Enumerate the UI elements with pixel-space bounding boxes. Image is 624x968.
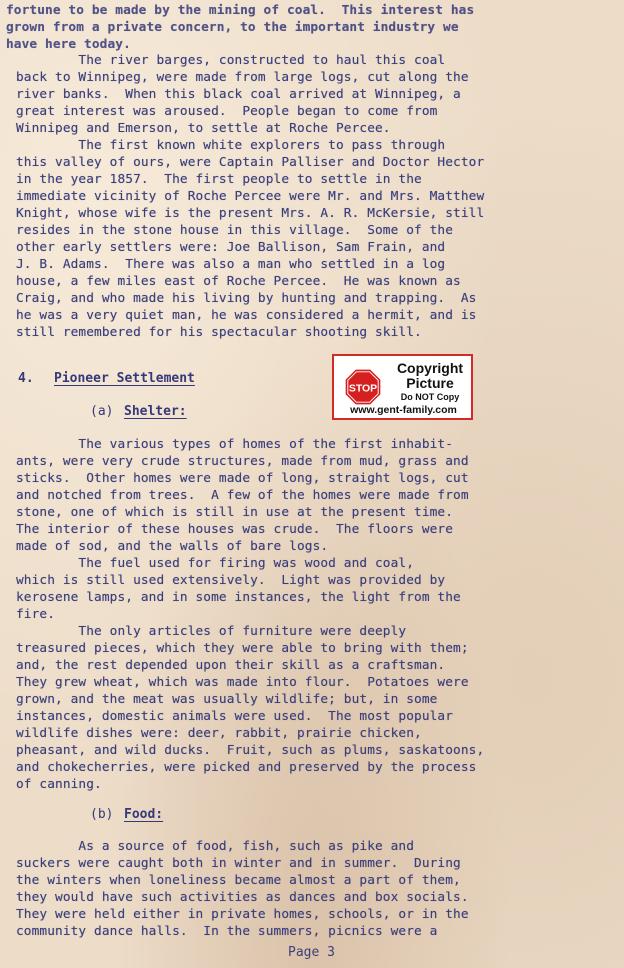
shelter-line-14: and, the rest depended upon their skill as a craftsman. <box>16 658 446 673</box>
watermark-url: www.gent-family.com <box>350 404 457 416</box>
shelter-line-21: of canning. <box>16 777 102 792</box>
watermark-copyright-label: Copyright <box>396 360 464 376</box>
shelter-line-12: The only articles of furniture were deeply <box>16 624 407 639</box>
shelter-line-15: They grew wheat, which was made into flour. Potatoes were <box>16 675 469 690</box>
shelter-line-11: fire. <box>16 607 56 622</box>
shelter-line-6: The interior of these houses was crude. The floors were <box>16 522 454 537</box>
shelter-title: Shelter: <box>124 404 187 419</box>
shelter-line-7: made of sod, and the walls of bare logs. <box>16 539 329 554</box>
watermark-do-not-copy: Do NOT Copy <box>400 392 460 402</box>
stop-sign-icon <box>344 368 382 406</box>
shelter-line-9: which is still used extensively. Light was provided by <box>16 573 446 588</box>
body-line-1: The river barges, constructed to haul this coal <box>16 53 446 68</box>
body-line-14: house, a few miles east of Roche Percee. He was known as <box>16 274 461 289</box>
shelter-line-5: stone, one of which is still in use at the present time. <box>16 505 454 520</box>
shelter-line-17: instances, domestic animals were used. The most popular <box>16 709 454 724</box>
shelter-line-2: ants, were very crude structures, made from mud, grass and <box>16 454 469 469</box>
intro-line-3: have here today. <box>6 37 131 52</box>
shelter-line-16: grown, and the meat was usually wildlife; but, in some <box>16 692 438 707</box>
shelter-line-20: and chokecherries, were picked and preserved by the process <box>16 760 477 775</box>
food-title: Food: <box>124 807 164 822</box>
body-line-11: resides in the stone house in this village. Some of the <box>16 223 454 238</box>
intro-line-1: fortune to be made by the mining of coal. This interest has <box>6 3 475 18</box>
body-line-5: Winnipeg and Emerson, to settle at Roche Percee. <box>16 121 391 136</box>
body-line-3: river banks. When this black coal arrived at Winnipeg, a <box>16 87 461 102</box>
shelter-label: (a) <box>90 404 114 419</box>
section-title: Pioneer Settlement <box>54 371 195 386</box>
food-line-3: the winters when loneliness became almost a part of them, <box>16 873 461 888</box>
food-label: (b) <box>90 807 114 822</box>
food-line-1: As a source of food, fish, such as pike and <box>16 839 415 854</box>
section-number: 4. <box>18 371 34 386</box>
body-line-9: immediate vicinity of Roche Percee were Mr. and Mrs. Matthew <box>16 189 485 204</box>
body-line-16: he was a very quiet man, he was considered a hermit, and is <box>16 308 477 323</box>
food-line-5: They were held either in private homes, schools, or in the <box>16 907 469 922</box>
body-line-17: still remembered for his spectacular shooting skill. <box>16 325 422 340</box>
body-line-7: this valley of ours, were Captain Palliser and Doctor Hector <box>16 155 485 170</box>
shelter-line-4: and notched from trees. A few of the homes were made from <box>16 488 469 503</box>
stop-sign-text: STOP <box>348 383 378 395</box>
body-line-8: in the year 1857. The first people to settle in the <box>16 172 422 187</box>
shelter-line-1: The various types of homes of the first inhabit- <box>16 437 454 452</box>
body-line-2: back to Winnipeg, were made from large logs, cut along the <box>16 70 469 85</box>
body-line-6: The first known white explorers to pass through <box>16 138 446 153</box>
food-line-4: they would have such activities as dances and box socials. <box>16 890 469 905</box>
intro-line-2: grown from a private concern, to the important industry we <box>6 20 459 35</box>
body-line-15: Craig, and who made his living by hunting and trapping. As <box>16 291 477 306</box>
body-line-12: other early settlers were: Joe Ballison, Sam Frain, and <box>16 240 446 255</box>
shelter-line-19: pheasant, and wild ducks. Fruit, such as plums, saskatoons, <box>16 743 485 758</box>
body-line-4: great interest was aroused. People began to come from <box>16 104 438 119</box>
body-line-13: J. B. Adams. There was also a man who settled in a log <box>16 257 446 272</box>
shelter-line-3: sticks. Other homes were made of long, straight logs, cut <box>16 471 469 486</box>
watermark-picture-label: Picture <box>406 375 454 391</box>
copyright-watermark <box>332 354 473 420</box>
shelter-line-8: The fuel used for firing was wood and coal, <box>16 556 415 571</box>
shelter-line-18: wildlife dishes were: deer, rabbit, prairie chicken, <box>16 726 422 741</box>
food-line-6: community dance halls. In the summers, picnics were a <box>16 924 438 939</box>
page-number: Page 3 <box>288 945 335 960</box>
food-line-2: suckers were caught both in winter and in summer. During <box>16 856 461 871</box>
shelter-line-13: treasured pieces, which they were able to bring with them; <box>16 641 469 656</box>
shelter-line-10: kerosene lamps, and in some instances, the light from the <box>16 590 461 605</box>
body-line-10: Knight, whose wife is the present Mrs. A. R. McKersie, still <box>16 206 485 221</box>
